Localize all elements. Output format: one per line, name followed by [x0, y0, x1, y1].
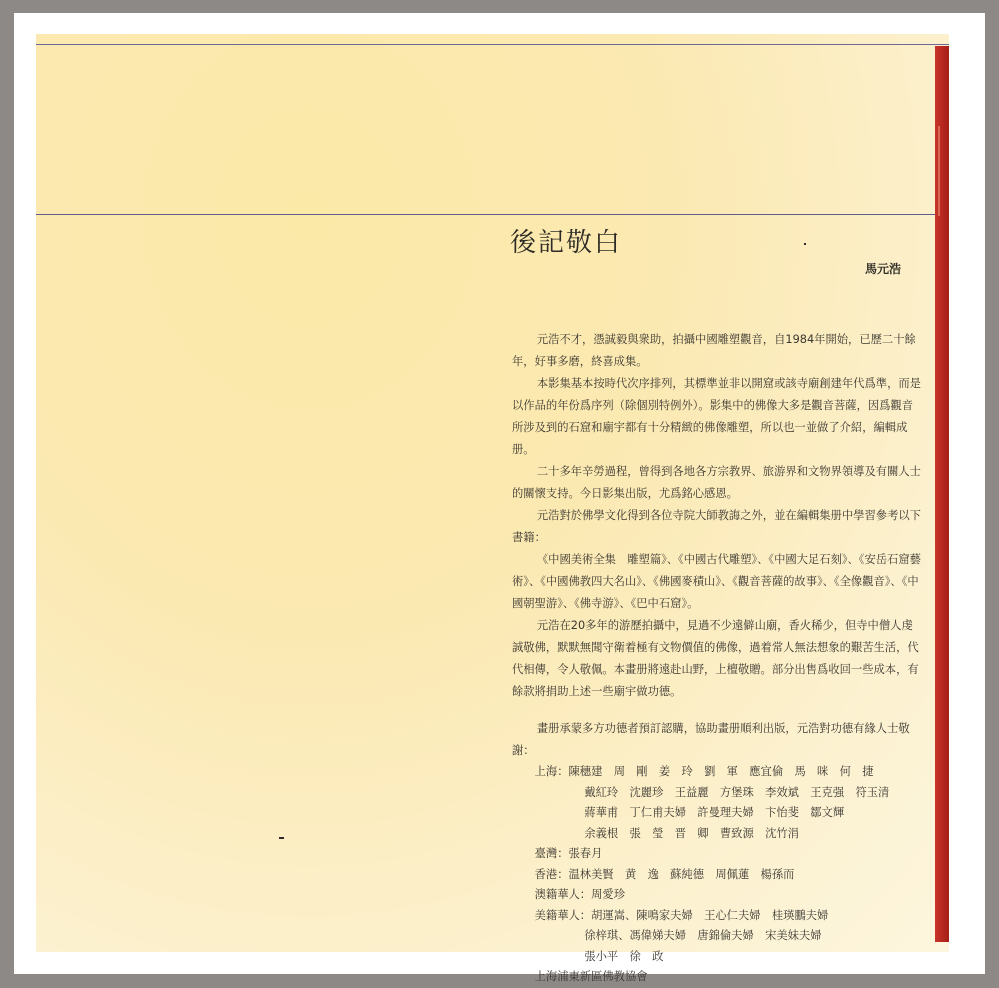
thanks-intro: 畫册承蒙多方功德者預訂認購，協助畫册順利出版，元浩對功德有緣人士敬謝：: [512, 722, 910, 757]
donor-row: 張小平 徐 政: [584, 949, 664, 963]
afterword-body: [512, 329, 922, 988]
paragraph: 元浩不才，憑誠毅與衆助，拍攝中國雕塑觀音，自1984年開始，已歷二十餘年，好事多磨，終喜成集。: [512, 333, 916, 368]
dust-speck: [804, 243, 806, 245]
organization-name: 上海浦東新區佛教協會: [534, 970, 648, 983]
red-page-edge: [935, 46, 949, 942]
donor-row: 上海： 陳穗建 周 剛 姜 玲 劉 軍 應宜倫 馬 咪 何 捷: [534, 765, 874, 778]
donor-list: [512, 762, 922, 988]
donor-row: 臺灣： 張春月: [534, 847, 603, 860]
dust-speck: [279, 837, 284, 839]
donor-row: 徐梓琪、馮偉娣夫婦 唐錦倫夫婦 宋美妹夫婦: [584, 929, 822, 942]
author-name: 馬元浩: [864, 262, 901, 276]
donor-row: 戴紅玲 沈麗珍 王益麗 方堡珠 李效斌 王克强 符玉清: [584, 785, 890, 799]
top-rule: [36, 44, 949, 45]
page-frame: [14, 13, 985, 983]
reference-books: 《中國美術全集 雕塑篇》、《中國古代雕塑》、《中國大足石刻》、《安岳石窟藝術》、《中國佛教四大名山》、《佛國麥積山》、《觀音菩薩的故事》、《全像觀音》、《中國朝聖游》、《佛寺游》、《巴中石窟》。: [512, 553, 921, 610]
paragraph: 本影集基本按時代次序排列，其標準並非以開窟或該寺廟創建年代爲準，而是以作品的年份爲序列（除個別特例外）。影集中的佛像大多是觀音菩薩，因爲觀音所涉及到的石窟和廟宇都有十分精緻的佛像雕塑，所以也一並做了介紹，編輯成册。: [512, 377, 921, 456]
donor-row: 蔣華甫 丁仁甫夫婦 許曼理夫婦 卞怡斐 鄒文輝: [584, 806, 845, 819]
header-rule: [36, 214, 949, 215]
donor-row: 余義根 張 瑩 晋 卿 曹致源 沈竹涓: [584, 826, 799, 840]
paragraph: 元浩在20多年的游歷拍攝中，見過不少遠僻山廟，香火稀少，但寺中僧人虔誠敬佛，默默無聞守衛着極有文物價值的佛像，過着常人無法想象的艱苦生活，代代相傳，令人敬佩。本畫册將遠赴山野，上檀敬贈。部分出售爲收回一些成本，有餘款將捐助上述一些廟宇做功德。: [512, 619, 919, 698]
page-title: 後記敬白: [510, 228, 623, 258]
book-page: [36, 34, 949, 983]
paragraph: 二十多年辛勞過程，曾得到各地各方宗教界、旅游界和文物界領導及有關人士的關懷支持。今日影集出版，尤爲銘心感恩。: [512, 465, 921, 500]
donor-row: 澳籍華人： 周愛珍: [534, 888, 625, 901]
donor-row: 美籍華人： 胡運嵩、陳鳴家夫婦 王心仁夫婦 桂瑛鵬夫婦: [534, 908, 829, 922]
paragraph: 元浩對於佛學文化得到各位寺院大師教誨之外，並在編輯集册中學習參考以下書籍：: [512, 509, 921, 544]
donor-row: 香港： 温林美賢 黄 逸 蘇純德 周佩蓮 楊孫而: [534, 867, 795, 881]
